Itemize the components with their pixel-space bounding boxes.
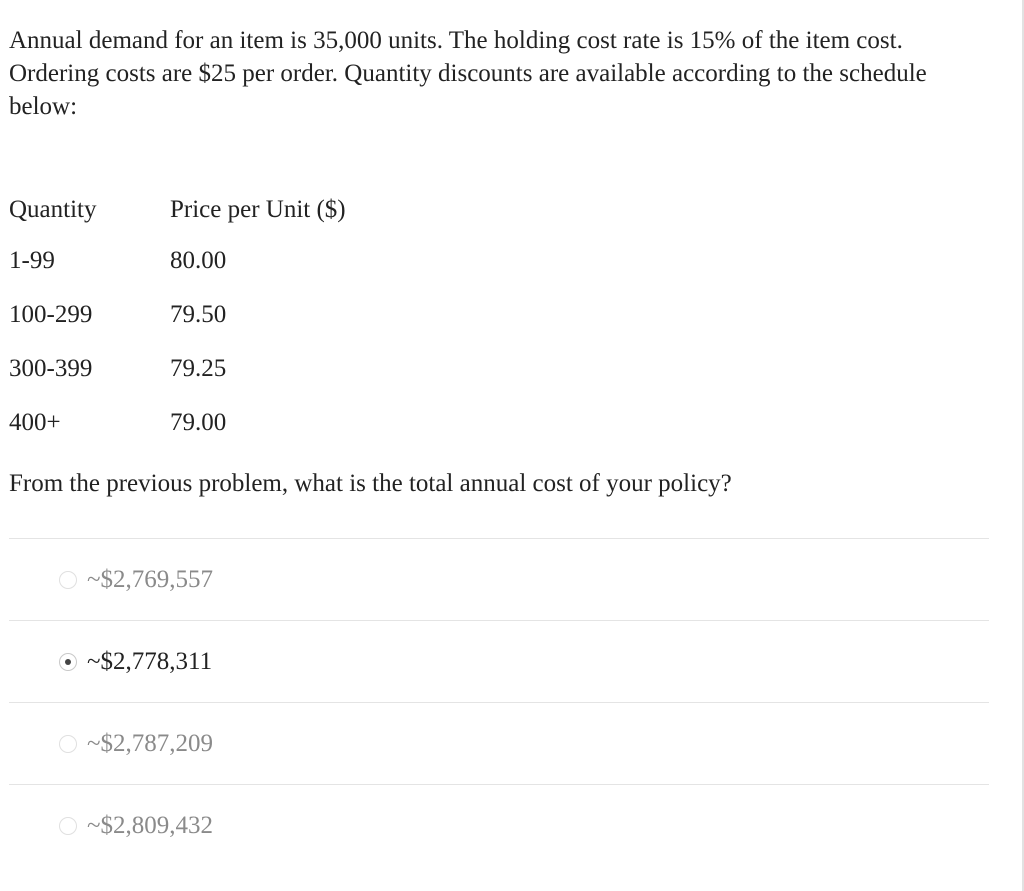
radio-button-selected[interactable] xyxy=(59,653,77,671)
price-column-header: Price per Unit ($) xyxy=(170,196,346,223)
question-text: Annual demand for an item is 35,000 units. The holding cost rate is 15% of the item cost. Ordering costs are $25 per order. Quantity discounts are available according to the schedule below: xyxy=(9,27,927,120)
quantity-column-header: Quantity xyxy=(9,196,97,223)
answer-option-label: ~$2,778,311 xyxy=(87,647,213,675)
answer-option-label: ~$2,809,432 xyxy=(87,811,214,839)
table-row xyxy=(9,288,370,342)
answer-option-4[interactable] xyxy=(9,784,989,866)
answer-option-label: ~$2,769,557 xyxy=(87,565,214,593)
answer-option-1[interactable] xyxy=(9,538,989,620)
price-cell: 79.25 xyxy=(170,355,227,382)
quantity-cell: 100-299 xyxy=(9,301,93,328)
table-header-row xyxy=(9,196,370,234)
quantity-cell: 400+ xyxy=(9,409,61,436)
answer-options xyxy=(9,538,989,866)
quantity-cell: 1-99 xyxy=(9,247,55,274)
quantity-cell: 300-399 xyxy=(9,355,93,382)
price-cell: 80.00 xyxy=(170,247,227,274)
answer-option-label: ~$2,787,209 xyxy=(87,729,214,757)
radio-button[interactable] xyxy=(59,735,77,753)
price-cell: 79.00 xyxy=(170,409,227,436)
question-prompt: From the previous problem, what is the total annual cost of your policy? xyxy=(9,470,732,497)
answer-option-2[interactable] xyxy=(9,620,989,702)
table-row xyxy=(9,234,370,288)
table-row xyxy=(9,396,370,450)
radio-button[interactable] xyxy=(59,571,77,589)
discount-schedule-table xyxy=(9,196,370,450)
table-row xyxy=(9,342,370,396)
price-cell: 79.50 xyxy=(170,301,227,328)
answer-option-3[interactable] xyxy=(9,702,989,784)
radio-button[interactable] xyxy=(59,817,77,835)
